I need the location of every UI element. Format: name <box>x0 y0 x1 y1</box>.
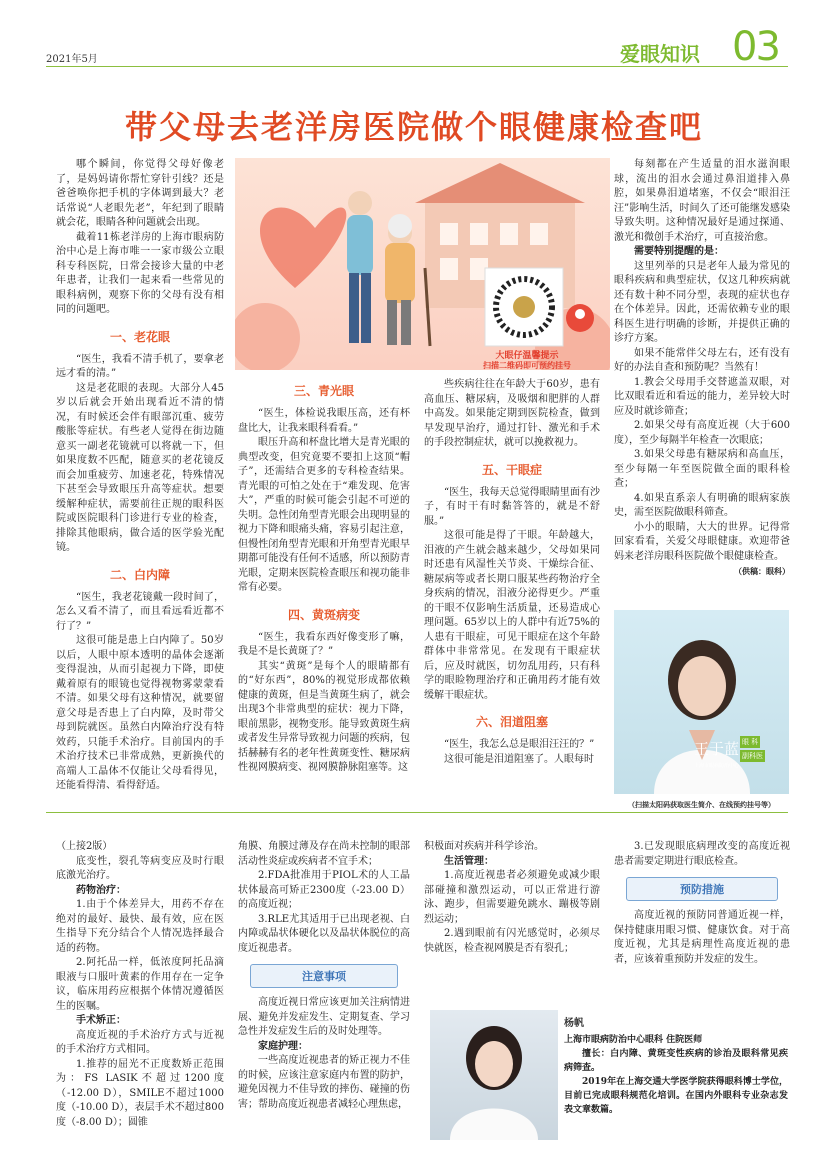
section-title: 爱眼知识 <box>620 42 700 66</box>
paragraph: 这很可能是得了干眼。年龄越大，泪液的产生就会越来越少，父母如果同时还患有风湿性关节炎、干燥综合征、糖尿病等或者长期口服某些药物治疗全身疾病的情况，泪液分泌得更少。严重的干眼不仅影响生活质量，还易造成心理问题。65岁以上的人群中有近75%的人患有干眼症，可见干眼症在这个年龄群体中非常常见。在发现有干眼症状后，应及时就医，切勿乱用药，只有科学的眼睑物理治疗和正确用药才能有效缓解干眼症状。 <box>424 530 600 701</box>
paragraph: “医生，我看不清手机了，要拿老远才看的清。” <box>56 353 224 379</box>
notes-box-title: 注意事项 <box>250 964 398 988</box>
doctor-tag: 副科医 <box>742 752 763 760</box>
section-heading: 五、干眼症 <box>481 462 542 477</box>
paragraph: 高度近视日常应该更加关注病情进展、避免并发症发生、定期复查、学习急性并发症发生后的及时处理等。 <box>238 997 410 1037</box>
bio-photo <box>430 1010 558 1140</box>
section-heading: 二、白内障 <box>109 567 170 582</box>
paragraph: “医生，我每天总觉得眼睛里面有沙子，有时干有时黏答答的，就是不舒服。” <box>424 486 600 527</box>
paragraph: 小小的眼睛，大大的世界。记得常回家看看，关爱父母眼健康。欢迎带爸妈来老洋房眼科医院做个眼健康检查。 <box>614 521 790 562</box>
paragraph: 其实“黄斑”是每个人的眼睛都有的“好东西”，80%的视觉形成都依赖健康的黄斑，但是当黄斑生病了，就会出现3个非常典型的症状：视力下降，眼前黑影，视物变形。能导致黄斑生病或者发生异常导致视力问题的疾病，包括赫赫有名的老年性黄斑变性、糖尿病性视网膜病变、视网膜静脉阻塞等。这 <box>238 660 410 773</box>
paragraph: 积极面对疾病并科学诊治。 <box>424 841 544 852</box>
paragraph: 底变性，裂孔等病变应及时行眼底激光治疗。 <box>56 855 224 881</box>
subheading: 药物治疗： <box>76 884 126 896</box>
lower-column-3 <box>424 840 600 1005</box>
prevention-box-title: 预防措施 <box>626 877 778 901</box>
paragraph: 这是老花眼的表现。大部分人45岁以后就会开始出现看近不清的情况，有时候还会伴有眼部沉重、疲劳酸胀等症状。有些老人觉得在街边随意买一副老花镜就可以将就一下，但如果度数不匹配，随意买的老花镜反而会加重疲劳、加速老花，特殊情况下甚至会导致眼压升高等症状。想要缓解种症状，需要前往正规的眼科医院或医院眼科门诊进行专业的检查，排除其他眼病，做合适的医学验光配镜。 <box>56 382 224 553</box>
section-heading: 四、黄斑病变 <box>287 607 360 622</box>
hero-illustration <box>235 158 610 370</box>
paragraph: 这里列举的只是老年人最为常见的眼科疾病和典型症状，仅这几种疾病就还有数十种不同分型，表现的症状也存在个体差异。因此，还需依赖专业的眼科医生进行明确的诊断，并提供正确的诊疗方案。 <box>614 260 790 344</box>
article-title: 带父母去老洋房医院做个眼健康检查吧 <box>124 108 703 146</box>
section-heading: 一、老花眼 <box>109 329 170 344</box>
doctor-org: 上海市眼病防治中心 <box>694 763 740 769</box>
elderly-couple-illustration <box>235 158 610 370</box>
paragraph: “医生，我老花镜戴一段时间了，怎么又看不清了，而且看远看近都不行了？” <box>56 591 224 632</box>
subheading: 生活管理： <box>444 855 494 867</box>
tip-item: 3.如果父母患有糖尿病和高血压，至少每隔一年至医院做全面的眼科检查； <box>614 449 790 489</box>
doctor-photo <box>614 610 789 794</box>
paragraph: 哪个瞬间，你觉得父母好像老了，是妈妈请你帮忙穿针引线？还是爸爸唤你把手机的字体调到最大？老话常说“人老眼先老”，年纪到了眼睛就会花，眼睛各种问题就会出现。 <box>56 159 224 228</box>
paragraph: 这很可能是患上白内障了。50岁以后，人眼中原本透明的晶体会逐渐变得混浊，从而引起视力下降，即使戴着原有的眼镜也觉得视物雾蒙蒙看不清。如果父母有这种情况，就要留意父母是否患上了白内障，及时带父母到院就医。虽然白内障治疗没有特效药，只能手术治疗。目前国内的手术治疗技术已非常成熟，更新换代的高端人工晶体不仅能让父母看得见，还能看得清、看得舒适。 <box>56 635 224 791</box>
column-1 <box>56 158 224 798</box>
lower-column-2 <box>238 840 410 1140</box>
section-heading: 三、青光眼 <box>293 384 354 398</box>
author-portrait <box>430 1010 558 1140</box>
subheading: 手术矫正： <box>76 1015 126 1026</box>
paragraph: 高度近视的手术治疗方式与近视的手术治疗方式相同。 <box>56 1029 224 1055</box>
qr-hint-line2: 扫描二维码即可预约挂号 <box>483 361 571 370</box>
paragraph: 每刻都在产生适量的泪水滋润眼球，流出的泪水会通过鼻泪道排入鼻腔，如果鼻泪道堵塞，不仅会“眼泪汪汪”影响生活，时间久了还可能继发感染导致失明。这种情况最好是通过探通、激光和微创手术治疗，可直接治愈。 <box>614 159 790 243</box>
continued-label: （上接2版） <box>56 841 113 852</box>
column-3 <box>424 378 600 798</box>
author-name: 杨帆 <box>564 1018 584 1029</box>
paragraph: “医生，我看东西好像变形了嘛，我是不是长黄斑了？” <box>238 631 410 657</box>
paragraph: 眼压升高和杯盘比增大是青光眼的典型改变，但究竟要不要扣上这顶“帽子”，还需结合更多的专科检查结果。青光眼的可怕之处在于“难发现、危害大”，严重的时候可能会引起不可逆的失明。急性闭角型青光眼会出现明显的视力下降和眼痛头痛，容易引起注意，但慢性闭角型青光眼和开角型青光眼早期都可能没有任何不适感，所以预防青光眼，定期来医院检查眼压和视功能非常有必要。 <box>238 437 410 593</box>
lower-column-1 <box>56 840 224 1140</box>
lower-column-4 <box>614 840 790 1005</box>
doctor-name: 王于蓝 <box>694 740 740 758</box>
tip-item: 2.如果父母有高度近视（大于600度），至少每隔半年检查一次眼底； <box>614 420 790 446</box>
paragraph: 3.已发现眼底病理改变的高度近视患者需要定期进行眼底检查。 <box>614 841 790 867</box>
paragraph: 2.阿托品一样，低浓度阿托品滴眼液与口服叶黄素的作用存在一定争议，临床用药应根据个体情况遵循医生的医嘱。 <box>56 957 224 1012</box>
paragraph: 2.遇到眼前有闪光感觉时，必须尽快就医，检查视网膜是否有裂孔； <box>424 928 600 954</box>
qr-hint-line1: 大眼仔温馨提示 <box>495 351 559 361</box>
paragraph: 些疾病往往在年龄大于60岁，患有高血压、糖尿病，及吸烟和肥胖的人群中高发。如果能定期到医院检查，做到早发现早治疗，通过打针、激光和手术的手段控制症状，就可以挽救视力。 <box>424 379 600 448</box>
tip-item: 1.教会父母用手交替遮盖双眼，对比双眼看近和看远的能力，差异较大时应及时就诊筛查； <box>614 376 790 417</box>
column-2 <box>238 372 410 798</box>
author-bio <box>564 1014 788 1117</box>
photo-caption: （扫描太阳码获取医生简介、在线预约挂号等） <box>628 800 775 809</box>
paragraph: 1.推荐的屈光不正度数矫正范围为：FS LASIK不超过1200度（-12.00 D），SMILE不超过1000度（-10.00 D），表层手术不超过800度（-8.00 D）；圆锥 <box>56 1058 224 1128</box>
paragraph: “医生，体检说我眼压高，还有杯盘比大，让我来眼科看看。” <box>238 408 410 434</box>
author-background: 2019年在上海交通大学医学院获得眼科博士学位，目前已完成眼科规范化培训。在国内外眼科专业杂志发表文章数篇。 <box>564 1077 788 1115</box>
paragraph: 如果不能常伴父母左右，还有没有好的办法自查和预防呢？当然有！ <box>614 347 790 373</box>
paragraph: 3.RLE尤其适用于已出现老视、白内障或晶状体硬化以及晶状体脱位的高度近视患者。 <box>238 913 410 954</box>
paragraph: 一些高度近视患者的矫正视力不佳的时候，应该注意家庭内布置的防护，避免因视力不佳导致的摔伤、碰撞的伤害；帮助高度近视患者减轻心理焦虑， <box>238 1055 410 1110</box>
tip-item: 4.如果直系亲人有明确的眼病家族史，需至医院做眼科筛查。 <box>614 492 790 518</box>
paragraph: 这很可能是泪道阻塞了。人眼每时 <box>444 753 594 765</box>
section-heading: 六、泪道阻塞 <box>475 715 548 729</box>
section-divider <box>46 812 788 813</box>
paragraph: 截着11栋老洋房的上海市眼病防治中心是上海市唯一一家市级公立眼科专科医院，日常会接诊大量的中老年患者，让我们一起来看一些常见的眼科病例，观察下你的父母有没有相同的问题吧。 <box>56 231 224 315</box>
paragraph: 1.高度近视患者必须避免或减少眼部碰撞和激烈运动，可以正常进行游泳、跑步，但需要避免跳水、蹦极等剧烈运动； <box>424 870 600 925</box>
doctor-tag: 眼 科 <box>742 738 759 746</box>
credit: （供稿：眼科） <box>734 566 790 576</box>
paragraph: 高度近视的预防同普通近视一样，保持健康用眼习惯、健康饮食。对于高度近视，尤其是病理性高度近视的患者，应该着重预防并发症的发生。 <box>614 910 790 965</box>
paragraph: 2.FDA批准用于PIOL术的人工晶状体最高可矫正2300度（-23.00 D）的高度近视； <box>238 870 410 910</box>
issue-date: 2021年5月 <box>46 54 98 65</box>
column-4 <box>614 158 790 608</box>
page-number: 03 <box>732 24 779 70</box>
paragraph: “医生，我怎么总是眼泪汪汪的？” <box>444 739 595 750</box>
author-specialty: 擅长：白内障、黄斑变性疾病的诊治及眼科常见疾病筛查。 <box>564 1049 788 1073</box>
tips-heading: 需要特别提醒的是： <box>634 246 724 257</box>
author-title: 上海市眼病防治中心眼科 住院医师 <box>564 1035 703 1045</box>
paragraph: 1.由于个体差异大，用药不存在绝对的最好、最快、最有效，应在医生指导下充分结合个人情况选择最合适的药物。 <box>56 899 224 954</box>
paragraph: 角膜、角膜过薄及存在尚未控制的眼部活动性炎症或疾病者不宜手术； <box>238 841 410 867</box>
subheading: 家庭护理： <box>258 1040 308 1052</box>
